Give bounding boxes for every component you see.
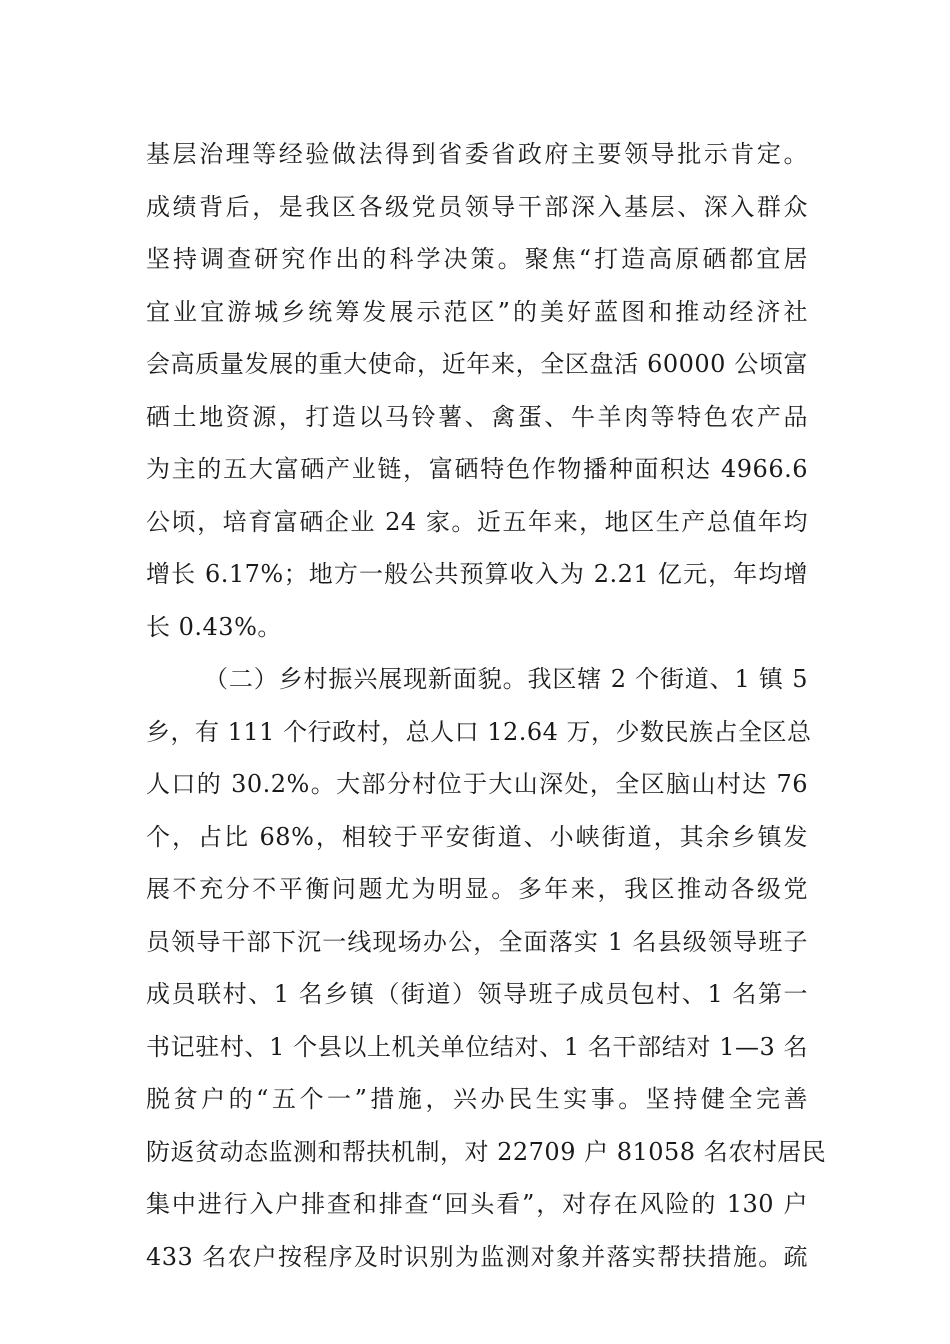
text-line: 书记驻村、1 个县以上机关单位结对、1 名干部结对 1—3 名 [146, 1032, 808, 1061]
text-line: 基层治理等经验做法得到省委省政府主要领导批示肯定。 [146, 140, 808, 168]
text-line: 长 0.43%。 [146, 612, 282, 641]
text-line: 成绩背后，是我区各级党员领导干部深入基层、深入群众 [146, 192, 808, 221]
text-line: 个，占比 68%，相较于平安街道、小峡街道，其余乡镇发 [146, 822, 808, 851]
paragraph-1 [146, 128, 808, 653]
section-heading-line: （二）乡村振兴展现新面貌。我区辖 2 个街道、1 镇 5 [204, 665, 808, 693]
text-line: 433 名农户按程序及时识别为监测对象并落实帮扶措施。疏 [146, 1242, 808, 1271]
text-line: 员领导干部下沉一线现场办公，全面落实 1 名县级领导班子 [146, 927, 808, 956]
text-line: 会高质量发展的重大使命，近年来，全区盘活 60000 公顷富 [146, 350, 808, 378]
text-line: 宜业宜游城乡统筹发展示范区”的美好蓝图和推动经济社 [146, 297, 808, 326]
body-text [146, 128, 827, 1283]
paragraph-2 [146, 653, 827, 1283]
text-line: 成员联村、1 名乡镇（街道）领导班子成员包村、1 名第一 [146, 980, 808, 1008]
text-line: 硒土地资源，打造以马铃薯、禽蛋、牛羊肉等特色农产品 [146, 402, 808, 431]
text-line: 防返贫动态监测和帮扶机制，对 22709 户 81058 名农村居民 [146, 1137, 827, 1166]
text-line: 人口的 30.2%。大部分村位于大山深处，全区脑山村达 76 [146, 770, 808, 798]
text-line: 展不充分不平衡问题尤为明显。多年来，我区推动各级党 [146, 875, 808, 903]
text-line: 增长 6.17%；地方一般公共预算收入为 2.21 亿元，年均增 [146, 560, 808, 588]
text-line: 坚持调查研究作出的科学决策。聚焦“打造高原硒都宜居 [146, 245, 808, 273]
text-line: 乡，有 111 个行政村，总人口 12.64 万，少数民族占全区总 [146, 717, 812, 746]
text-line: 公顷，培育富硒企业 24 家。近五年来，地区生产总值年均 [146, 507, 808, 536]
text-line: 集中进行入户排查和排查“回头看”，对存在风险的 130 户 [146, 1190, 808, 1218]
text-line: 脱贫户的“五个一”措施，兴办民生实事。坚持健全完善 [146, 1085, 808, 1113]
text-line: 为主的五大富硒产业链，富硒特色作物播种面积达 4966.6 [146, 455, 808, 483]
